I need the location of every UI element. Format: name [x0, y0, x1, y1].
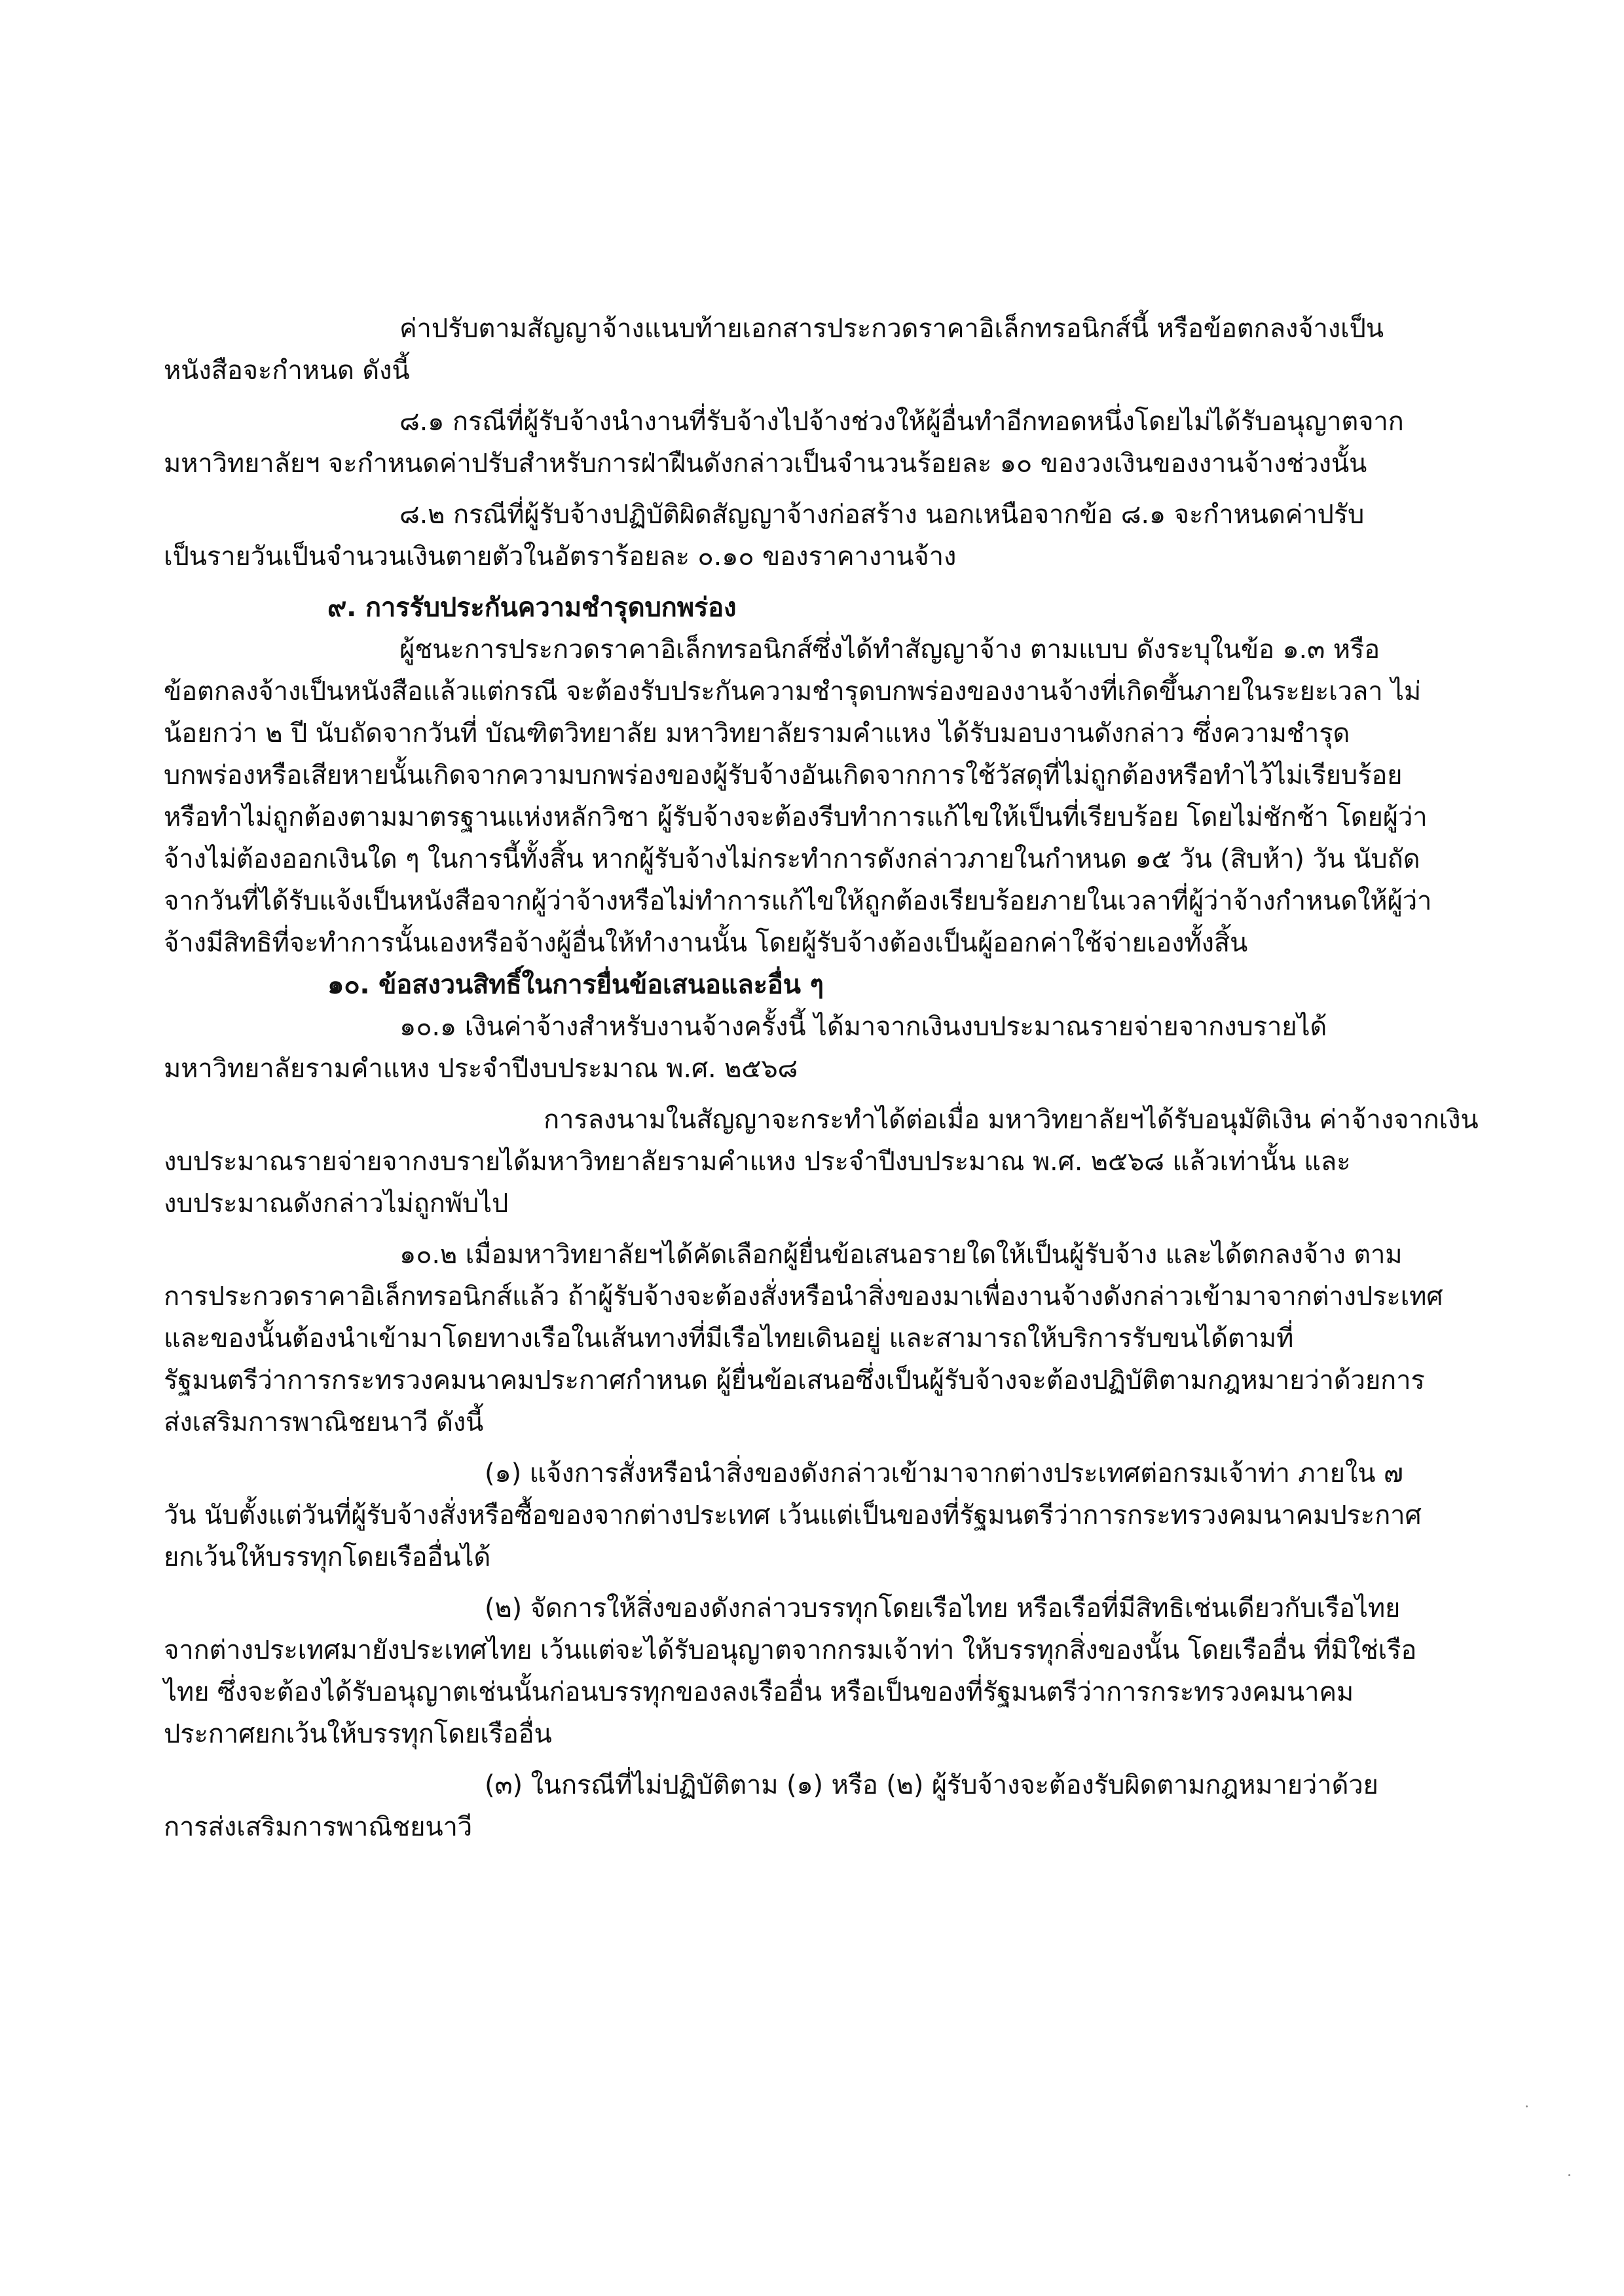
scan-speck	[1568, 2174, 1570, 2176]
text-line: ผู้ชนะการประกวดราคาอิเล็กทรอนิกส์ซึ่งได้ทำสัญญาจ้าง ตามแบบ ดังระบุในข้อ ๑.๓ หรือ	[399, 635, 1380, 665]
text-line: ค่าปรับตามสัญญาจ้างแนบท้ายเอกสารประกวดราคาอิเล็กทรอนิกส์นี้ หรือข้อตกลงจ้างเป็น	[399, 314, 1384, 344]
text-line: ไทย ซึ่งจะต้องได้รับอนุญาตเช่นนั้นก่อนบรรทุกของลงเรืออื่น หรือเป็นของที่รัฐมนตรีว่าการกระทรวงคมนาคม	[164, 1677, 1354, 1707]
text-line: มหาวิทยาลัยรามคำแหง ประจำปีงบประมาณ พ.ศ. ๒๕๖๘	[164, 1054, 798, 1084]
text-line: วัน นับตั้งแต่วันที่ผู้รับจ้างสั่งหรือซื้อของจากต่างประเทศ เว้นแต่เป็นของที่รัฐมนตรีว่าการกระทรวงคมนาคมประกาศ	[164, 1500, 1422, 1530]
sub-clause-1: (๑) แจ้งการสั่งหรือนำสิ่งของดังกล่าวเข้ามาจากต่างประเทศต่อกรมเจ้าท่า ภายใน ๗	[485, 1458, 1403, 1489]
text-line: จากต่างประเทศมายังประเทศไทย เว้นแต่จะได้รับอนุญาตจากกรมเจ้าท่า ให้บรรทุกสิ่งของนั้น โดยเรืออื่น ที่มิใช่เรือ	[164, 1635, 1417, 1665]
text-line: จากวันที่ได้รับแจ้งเป็นหนังสือจากผู้ว่าจ้างหรือไม่ทำการแก้ไขให้ถูกต้องเรียบร้อยภายในเวลาที่ผู้ว่าจ้างกำหนดให้ผู้ว่า	[164, 886, 1432, 916]
text-line: ส่งเสริมการพาณิชยนาวี ดังนี้	[164, 1407, 484, 1437]
text-line: บกพร่องหรือเสียหายนั้นเกิดจากความบกพร่องของผู้รับจ้างอันเกิดจากการใช้วัสดุที่ไม่ถูกต้องหรือทำไว้ไม่เรียบร้อย	[164, 760, 1403, 790]
section-heading-10: ๑๐. ข้อสงวนสิทธิ์ในการยื่นข้อเสนอและอื่น ๆ	[327, 970, 824, 1000]
sub-clause-3: (๓) ในกรณีที่ไม่ปฏิบัติตาม (๑) หรือ (๒) ผู้รับจ้างจะต้องรับผิดตามกฎหมายว่าด้วย	[485, 1770, 1378, 1800]
section-heading-9: ๙. การรับประกันความชำรุดบกพร่อง	[327, 593, 737, 623]
text-line: เป็นรายวันเป็นจำนวนเงินตายตัวในอัตราร้อยละ ๐.๑๐ ของราคางานจ้าง	[164, 542, 957, 572]
text-line: งบประมาณรายจ่ายจากงบรายได้มหาวิทยาลัยรามคำแหง ประจำปีงบประมาณ พ.ศ. ๒๕๖๘ แล้วเท่านั้น และ	[164, 1147, 1351, 1177]
text-line: ยกเว้นให้บรรทุกโดยเรืออื่นได้	[164, 1542, 491, 1572]
text-line: หรือทำไม่ถูกต้องตามมาตรฐานแห่งหลักวิชา ผู้รับจ้างจะต้องรีบทำการแก้ไขให้เป็นที่เรียบร้อย โดยไม่ชักช้า โดยผู้ว่า	[164, 802, 1428, 832]
clause-8-1: ๘.๑ กรณีที่ผู้รับจ้างนำงานที่รับจ้างไปจ้างช่วงให้ผู้อื่นทำอีกทอดหนึ่งโดยไม่ได้รับอนุญาตจาก	[399, 407, 1404, 437]
text-line: ข้อตกลงจ้างเป็นหนังสือแล้วแต่กรณี จะต้องรับประกันความชำรุดบกพร่องของงานจ้างที่เกิดขึ้นภายในระยะเวลา ไม่	[164, 676, 1422, 707]
text-line: น้อยกว่า ๒ ปี นับถัดจากวันที่ บัณฑิตวิทยาลัย มหาวิทยาลัยรามคำแหง ได้รับมอบงานดังกล่าว ซึ่งความชำรุด	[164, 718, 1350, 749]
text-line: จ้างไม่ต้องออกเงินใด ๆ ในการนี้ทั้งสิ้น หากผู้รับจ้างไม่กระทำการดังกล่าวภายในกำหนด ๑๕ วัน (สิบห้า) วัน นับถัด	[164, 844, 1420, 874]
text-line: การส่งเสริมการพาณิชยนาวี	[164, 1812, 473, 1842]
text-line: ประกาศยกเว้นให้บรรทุกโดยเรืออื่น	[164, 1719, 552, 1749]
document-page	[164, 308, 1479, 1848]
sub-clause-2: (๒) จัดการให้สิ่งของดังกล่าวบรรทุกโดยเรือไทย หรือเรือที่มีสิทธิเช่นเดียวกับเรือไทย	[485, 1593, 1401, 1623]
text-line: มหาวิทยาลัยฯ จะกำหนดค่าปรับสำหรับการฝ่าฝืนดังกล่าวเป็นจำนวนร้อยละ ๑๐ ของวงเงินของงานจ้างช่วงนั้น	[164, 449, 1367, 479]
text-line: การประกวดราคาอิเล็กทรอนิกส์แล้ว ถ้าผู้รับจ้างจะต้องสั่งหรือนำสิ่งของมาเพื่องานจ้างดังกล่าวเข้ามาจากต่างประเทศ	[164, 1282, 1443, 1312]
text-line: และของนั้นต้องนำเข้ามาโดยทางเรือในเส้นทางที่มีเรือไทยเดินอยู่ และสามารถให้บริการรับขนได้ตามที่	[164, 1324, 1294, 1354]
text-line: หนังสือจะกำหนด ดังนี้	[164, 356, 410, 386]
clause-10-1: ๑๐.๑ เงินค่าจ้างสำหรับงานจ้างครั้งนี้ ได้มาจากเงินงบประมาณรายจ่ายจากงบรายได้	[399, 1012, 1327, 1042]
clause-10-2: ๑๐.๒ เมื่อมหาวิทยาลัยฯได้คัดเลือกผู้ยื่นข้อเสนอรายใดให้เป็นผู้รับจ้าง และได้ตกลงจ้าง ตาม	[399, 1240, 1403, 1270]
scan-speck	[1526, 2105, 1528, 2107]
clause-8-2: ๘.๒ กรณีที่ผู้รับจ้างปฏิบัติผิดสัญญาจ้างก่อสร้าง นอกเหนือจากข้อ ๘.๑ จะกำหนดค่าปรับ	[399, 500, 1365, 530]
text-line: งบประมาณดังกล่าวไม่ถูกพับไป	[164, 1189, 509, 1219]
text-line: รัฐมนตรีว่าการกระทรวงคมนาคมประกาศกำหนด ผู้ยื่นข้อเสนอซึ่งเป็นผู้รับจ้างจะต้องปฏิบัติตามกฎหมายว่าด้วยการ	[164, 1365, 1425, 1396]
text-line: การลงนามในสัญญาจะกระทำได้ต่อเมื่อ มหาวิทยาลัยฯได้รับอนุมัติเงิน ค่าจ้างจากเงิน	[544, 1105, 1479, 1135]
text-line: จ้างมีสิทธิที่จะทำการนั้นเองหรือจ้างผู้อื่นให้ทำงานนั้น โดยผู้รับจ้างต้องเป็นผู้ออกค่าใช้จ่ายเองทั้งสิ้น	[164, 928, 1248, 958]
